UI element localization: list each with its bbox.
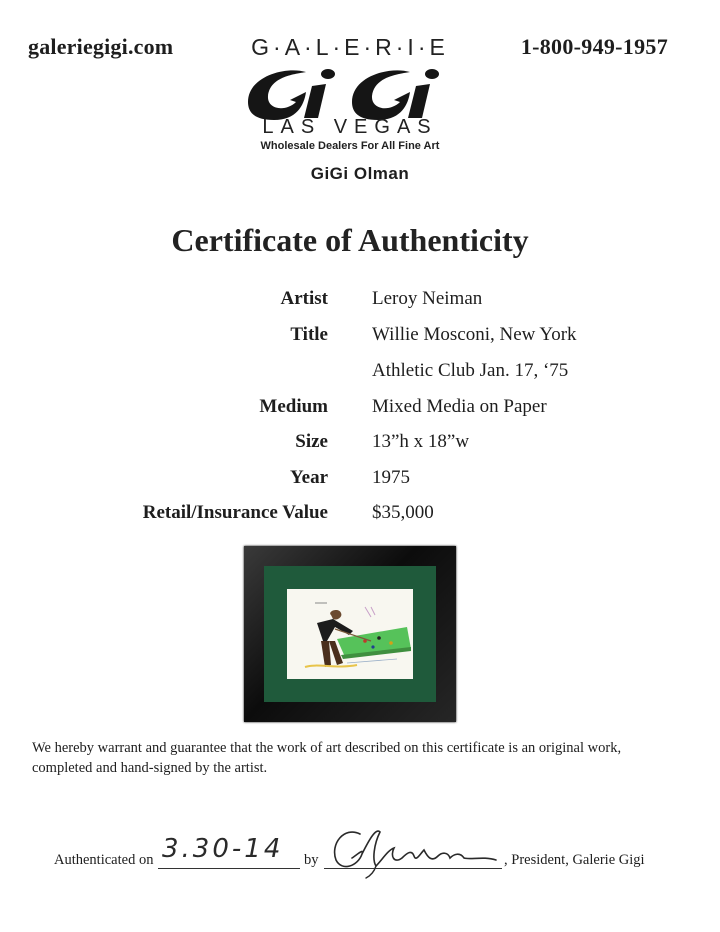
by-label: by [304,852,319,868]
detail-label: Title [290,324,328,345]
warranty-statement [32,738,692,778]
detail-label: Size [295,431,328,452]
logo-galerie-text: G·A·L·E·R·I·E [251,34,449,60]
framed-artwork-image [244,546,456,722]
gigi-logo-mark [240,62,460,124]
authentication-line [54,834,694,898]
detail-label: Year [290,467,328,488]
detail-row-artist [0,288,720,316]
authenticated-on-label: Authenticated on [54,852,154,868]
certificate-title: Certificate of Authenticity [171,222,529,258]
logo-las-vegas-text: LAS VEGAS [262,116,438,138]
website-text: galeriegigi.com [28,34,174,59]
handwritten-signature [324,814,502,884]
billiards-player-illustration [287,589,413,679]
detail-row-size [0,431,720,459]
signature-field [324,838,502,869]
warranty-line-1: We hereby warrant and guarantee that the work of art described on this certificate is an original work, [32,740,622,756]
detail-row-title-continued [0,360,720,388]
logo-tagline: Wholesale Dealers For All Fine Art [260,140,440,152]
phone-number: 1-800-949-1957 [520,34,668,59]
detail-value: Mixed Media on Paper [372,396,547,417]
detail-label: Retail/Insurance Value [142,502,328,523]
detail-value: Willie Mosconi, New York [372,324,577,345]
authentication-date-field [158,834,300,869]
detail-row-medium [0,396,720,424]
warranty-line-2: completed and hand-signed by the artist. [32,760,268,776]
detail-value: 1975 [372,467,410,488]
owner-name: GiGi Olman [310,164,410,183]
detail-label: Medium [259,396,328,417]
detail-row-title [0,324,720,352]
artwork-mat [264,566,436,702]
detail-value: 13”h x 18”w [372,431,470,452]
artwork-painting [287,589,413,679]
authentication-date: 3.30-14 [162,834,284,864]
detail-row-year [0,467,720,495]
galerie-gigi-logo [230,30,470,155]
president-title: , President, Galerie Gigi [504,852,645,868]
detail-value: $35,000 [372,502,434,523]
detail-label: Artist [280,288,328,309]
detail-row-value [0,502,720,530]
detail-value: Athletic Club Jan. 17, ‘75 [372,360,569,381]
detail-value: Leroy Neiman [372,288,483,309]
